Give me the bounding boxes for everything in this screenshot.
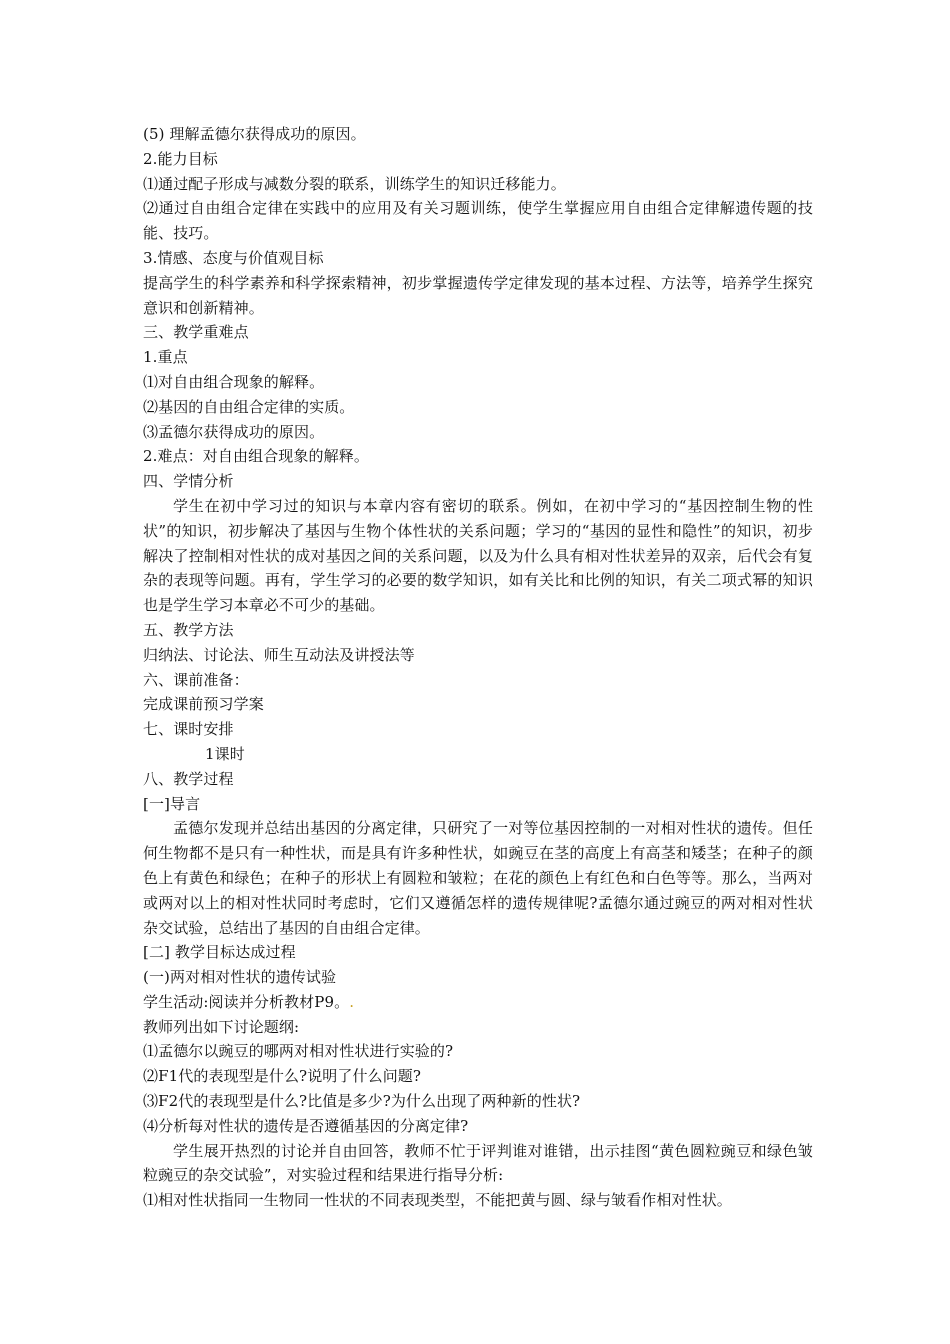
discussion-question-3: ⑶F2代的表现型是什么?比值是多少?为什么出现了两种新的性状? xyxy=(143,1092,581,1111)
heading-two-trait-experiment: (一)两对相对性状的遗传试验 xyxy=(143,968,337,987)
discussion-paragraph: 学生展开热烈的讨论并自由回答，教师不忙于评判谁对谁错，出示挂图“黄色圆粒豌豆和绿色皱粒豌豆的杂交试验”，对实验过程和结果进行指导分析: xyxy=(143,1141,813,1185)
student-activity-text: 学生活动:阅读并分析教材P9。 xyxy=(143,992,350,1011)
heading-introduction: [一]导言 xyxy=(143,794,201,813)
heading-ability-goals: 2.能力目标 xyxy=(143,149,218,168)
schedule-hours: 1课时 xyxy=(205,744,245,763)
stray-mark: . xyxy=(349,992,355,1011)
key-point-3: ⑶孟德尔获得成功的原因。 xyxy=(143,422,325,441)
heading-key-difficult-points: 三、教学重难点 xyxy=(143,323,249,342)
key-point-1: ⑴对自由组合现象的解释。 xyxy=(143,372,325,391)
heading-teaching-process: 八、教学过程 xyxy=(143,769,234,788)
heading-emotion-goals: 3.情感、态度与价值观目标 xyxy=(143,248,324,267)
heading-student-analysis: 四、学情分析 xyxy=(143,472,234,491)
ability-goal-1: ⑴通过配子形成与减数分裂的联系，训练学生的知识迁移能力。 xyxy=(143,174,566,193)
heading-key-points: 1.重点 xyxy=(143,348,188,367)
introduction-paragraph: 孟德尔发现并总结出基因的分离定律，只研究了一对等位基因控制的一对相对性状的遗传。但任何生物都不是只有一种性状，而是具有许多种性状，如豌豆在茎的高度上有高茎和矮茎；在种子的颜色上有黄色和绿色；在种子的形状上有圆粒和皱粒；在花的颜色上有红色和白色等等。那么，当两对或两对以上的相对性状同时考虑时，它们又遵循怎样的遗传规律呢?孟德尔通过豌豆的两对相对性状杂交试验，总结出了基因的自由组合定律。 xyxy=(143,819,813,937)
discussion-question-1: ⑴孟德尔以豌豆的哪两对相对性状进行实验的? xyxy=(143,1042,454,1061)
key-point-2: ⑵基因的自由组合定律的实质。 xyxy=(143,397,355,416)
heading-schedule: 七、课时安排 xyxy=(143,720,234,739)
objective-5: (5) 理解孟德尔获得成功的原因。 xyxy=(143,125,366,143)
teaching-methods-text: 归纳法、讨论法、师生互动法及讲授法等 xyxy=(143,645,415,664)
ability-goal-2: ⑵通过自由组合定律在实践中的应用及有关习题训练，使学生掌握应用自由组合定律解遗传题的技能、技巧。 xyxy=(143,199,813,243)
emotion-goal-text: 提高学生的科学素养和科学探索精神，初步掌握遗传学定律发现的基本过程、方法等，培养学生探究意识和创新精神。 xyxy=(143,273,813,317)
preparation-text: 完成课前预习学案 xyxy=(143,695,264,714)
heading-teaching-methods: 五、教学方法 xyxy=(143,620,234,639)
discussion-question-2: ⑵F1代的表现型是什么?说明了什么问题? xyxy=(143,1067,422,1086)
analysis-point-1: ⑴相对性状指同一生物同一性状的不同表现类型，不能把黄与圆、绿与皱看作相对性状。 xyxy=(143,1191,732,1210)
document-page xyxy=(143,122,813,1213)
heading-preparation: 六、课前准备： xyxy=(143,670,249,689)
discussion-outline-intro: 教师列出如下讨论题纲: xyxy=(143,1017,300,1036)
student-analysis-paragraph: 学生在初中学习过的知识与本章内容有密切的联系。例如，在初中学习的“基因控制生物的性状”的知识，初步解决了基因与生物个体性状的关系问题；学习的“基因的显性和隐性”的知识，初步解决了控制相对性状的成对基因之间的关系问题，以及为什么具有相对性状差异的双亲，后代会有复杂的表现等问题。再有，学生学习的必要的数学知识，如有关比和比例的知识，有关二项式幂的知识也是学生学习本章必不可少的基础。 xyxy=(143,496,813,615)
difficult-point: 2.难点：对自由组合现象的解释。 xyxy=(143,447,369,466)
heading-goal-process: [二] 教学目标达成过程 xyxy=(143,943,296,962)
student-activity xyxy=(143,990,813,1015)
discussion-question-4: ⑷分析每对性状的遗传是否遵循基因的分离定律? xyxy=(143,1116,469,1135)
